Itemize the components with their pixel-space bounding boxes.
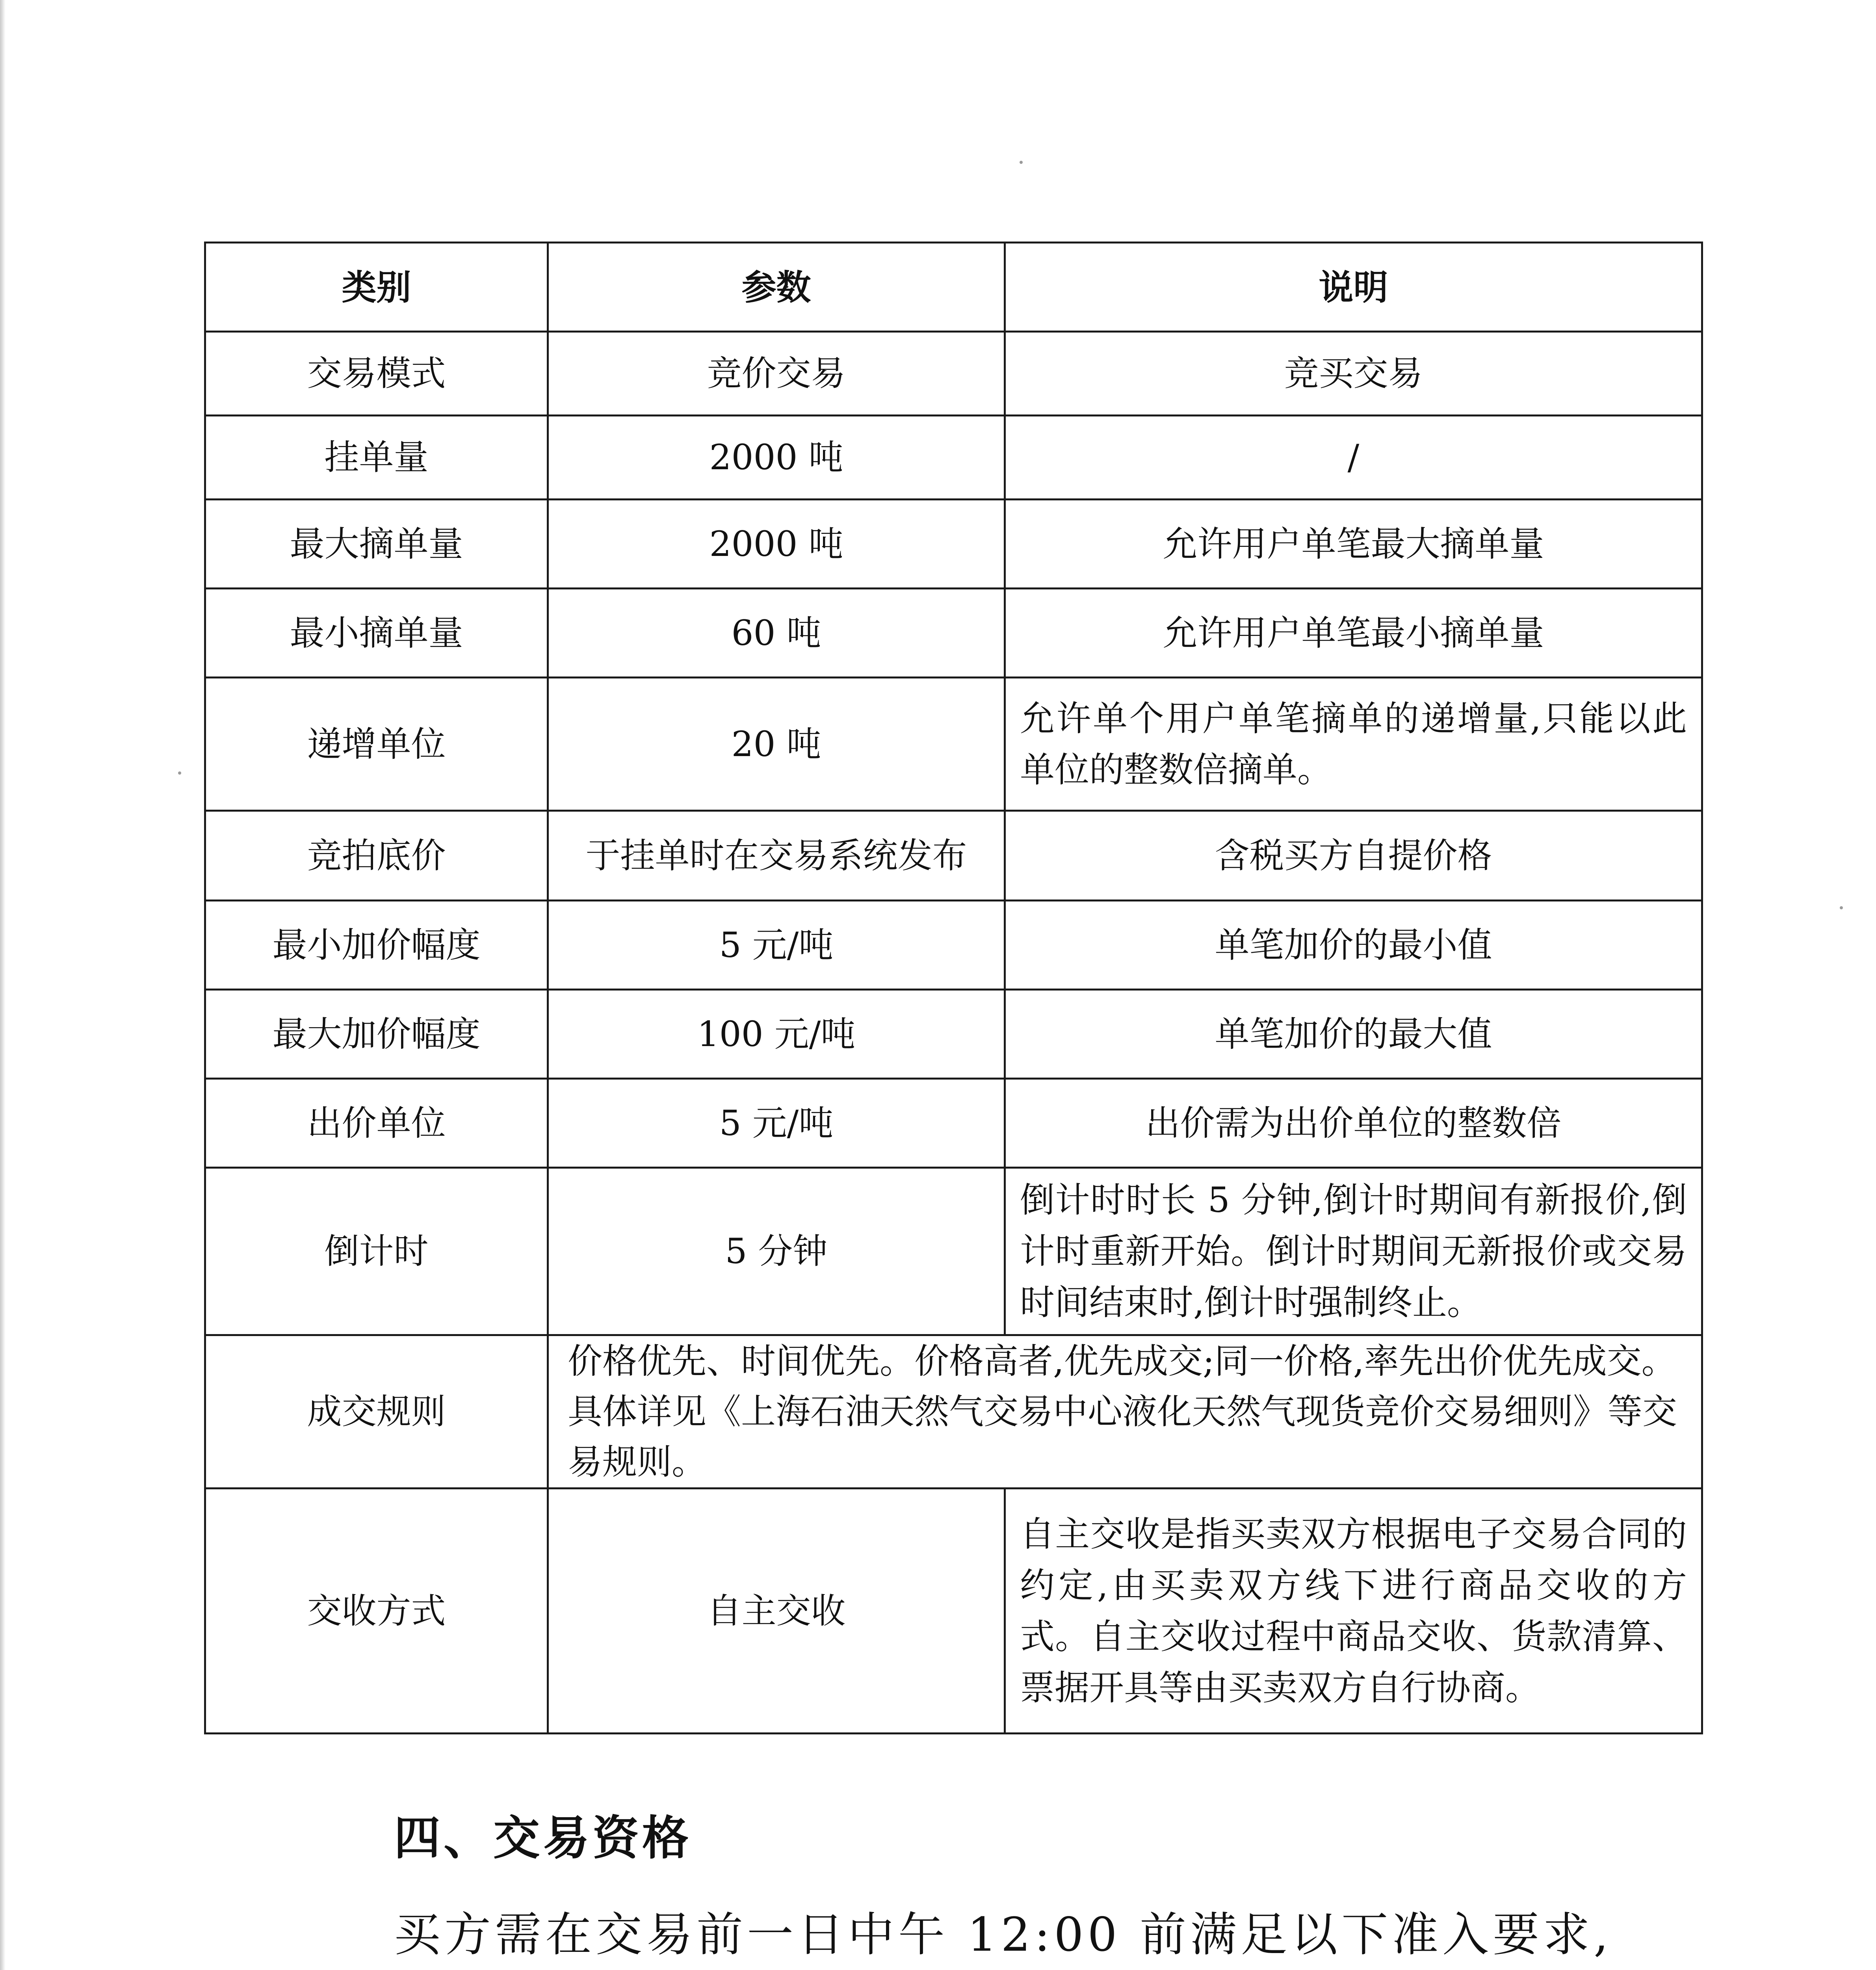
row-description: 出价需为出价单位的整数倍 — [1005, 1079, 1702, 1168]
row-category: 交易模式 — [205, 332, 548, 416]
scan-edge-shadow — [0, 0, 6, 1970]
row-category: 出价单位 — [205, 1079, 548, 1168]
scan-speck — [178, 771, 181, 775]
table-header-row — [205, 243, 1702, 332]
row-category: 倒计时 — [205, 1168, 548, 1335]
row-parameter: 2000 吨 — [548, 416, 1005, 500]
row-description: 单笔加价的最大值 — [1005, 990, 1702, 1079]
header-category: 类别 — [205, 243, 548, 332]
table-row — [205, 990, 1702, 1079]
table-row — [205, 1079, 1702, 1168]
section-heading: 四、交易资格 — [394, 1810, 692, 1865]
table-row — [205, 416, 1702, 500]
row-parameter: 2000 吨 — [548, 500, 1005, 589]
row-category: 最大摘单量 — [205, 500, 548, 589]
row-parameter: 100 元/吨 — [548, 990, 1005, 1079]
row-category: 最大加价幅度 — [205, 990, 548, 1079]
table-row — [205, 901, 1702, 990]
row-category: 最小摘单量 — [205, 589, 548, 678]
row-category: 成交规则 — [205, 1335, 548, 1489]
rule-description: 价格优先、时间优先。价格高者,优先成交;同一价格,率先出价优先成交。具体详见《上海石油天然气交易中心液化天然气现货竞价交易细则》等交易规则。 — [548, 1335, 1702, 1489]
row-description: 允许用户单笔最大摘单量 — [1005, 500, 1702, 589]
row-parameter: 5 元/吨 — [548, 1079, 1005, 1168]
table-row — [205, 589, 1702, 678]
row-description: 允许用户单笔最小摘单量 — [1005, 589, 1702, 678]
paragraph-line: 买方需在交易前一日中午 12:00 前满足以下准入要求, — [394, 1907, 1612, 1962]
header-description: 说明 — [1005, 243, 1702, 332]
table-row — [205, 1489, 1702, 1734]
row-parameter: 自主交收 — [548, 1489, 1005, 1734]
row-description: 倒计时时长 5 分钟,倒计时期间有新报价,倒计时重新开始。倒计时期间无新报价或交易时间结束时,倒计时强制终止。 — [1005, 1168, 1702, 1335]
row-parameter: 5 分钟 — [548, 1168, 1005, 1335]
header-parameter: 参数 — [548, 243, 1005, 332]
row-category: 交收方式 — [205, 1489, 548, 1734]
row-description: 含税买方自提价格 — [1005, 811, 1702, 901]
row-category: 竞拍底价 — [205, 811, 548, 901]
row-category: 挂单量 — [205, 416, 548, 500]
row-description: 自主交收是指买卖双方根据电子交易合同的约定,由买卖双方线下进行商品交收的方式。自主交收过程中商品交收、货款清算、票据开具等由买卖双方自行协商。 — [1005, 1489, 1702, 1734]
table-row — [205, 811, 1702, 901]
table-row — [205, 500, 1702, 589]
row-category: 最小加价幅度 — [205, 901, 548, 990]
row-description: / — [1005, 416, 1702, 500]
row-parameter: 5 元/吨 — [548, 901, 1005, 990]
row-parameter: 20 吨 — [548, 678, 1005, 811]
row-description: 竞买交易 — [1005, 332, 1702, 416]
trading-parameters-table — [204, 242, 1703, 1734]
row-parameter: 于挂单时在交易系统发布 — [548, 811, 1005, 901]
table-row — [205, 1335, 1702, 1489]
scan-speck — [1020, 161, 1023, 164]
table-row — [205, 1168, 1702, 1335]
row-description: 单笔加价的最小值 — [1005, 901, 1702, 990]
row-category: 递增单位 — [205, 678, 548, 811]
table-row — [205, 678, 1702, 811]
row-parameter: 60 吨 — [548, 589, 1005, 678]
table-row — [205, 332, 1702, 416]
row-description: 允许单个用户单笔摘单的递增量,只能以此单位的整数倍摘单。 — [1005, 678, 1702, 811]
row-parameter: 竞价交易 — [548, 332, 1005, 416]
scan-speck — [1840, 906, 1843, 909]
